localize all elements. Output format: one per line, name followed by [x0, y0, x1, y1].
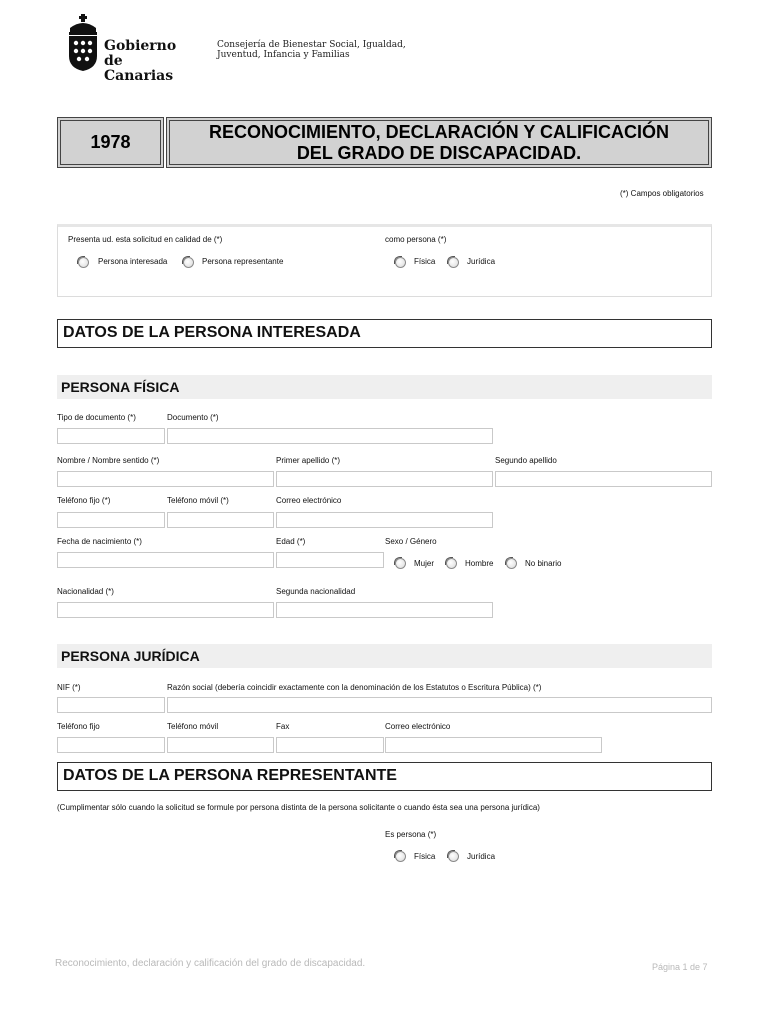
- representante-note: (Cumplimentar sólo cuando la solicitud se formule por persona distinta de la persona solicitante o cuando ésta sea una persona jurídica): [57, 803, 540, 812]
- input-juridica-telefono-movil[interactable]: [167, 737, 274, 753]
- input-telefono-movil[interactable]: [167, 512, 274, 528]
- radio-representante-juridica[interactable]: [448, 851, 459, 862]
- radio-como-fisica[interactable]: [395, 257, 406, 268]
- label-tipo-documento: Tipo de documento (*): [57, 413, 136, 422]
- radio-label-representante-fisica: Física: [414, 852, 436, 861]
- radio-persona-interesada[interactable]: [78, 257, 89, 268]
- coat-of-arms-icon: [66, 14, 100, 72]
- input-tipo-documento[interactable]: [57, 428, 165, 444]
- radio-persona-representante[interactable]: [183, 257, 194, 268]
- radio-como-juridica[interactable]: [448, 257, 459, 268]
- input-juridica-correo[interactable]: [385, 737, 602, 753]
- label-telefono-movil: Teléfono móvil (*): [167, 496, 229, 505]
- input-nombre[interactable]: [57, 471, 274, 487]
- radio-label-como-juridica: Jurídica: [467, 257, 496, 266]
- radio-label-hombre: Hombre: [465, 559, 494, 568]
- radio-mujer[interactable]: [395, 558, 406, 569]
- label-razon-social: Razón social (debería coincidir exactamente con la denominación de los Estatutos o Escritura Pública) (*): [167, 683, 542, 692]
- logo-line1: Gobierno: [104, 38, 177, 54]
- label-juridica-fax: Fax: [276, 722, 290, 731]
- input-razon-social[interactable]: [167, 697, 712, 713]
- label-sexo: Sexo / Género: [385, 537, 437, 546]
- input-juridica-fax[interactable]: [276, 737, 384, 753]
- calidad-label: Presenta ud. esta solicitud en calidad de (*): [68, 235, 223, 244]
- label-segunda-nacionalidad: Segunda nacionalidad: [276, 587, 356, 596]
- gobierno-canarias-logo: [66, 14, 196, 84]
- form-number: 1978: [57, 117, 164, 168]
- department-line2: Juventud, Infancia y Familias: [217, 50, 350, 60]
- input-telefono-fijo[interactable]: [57, 512, 165, 528]
- input-documento[interactable]: [167, 428, 493, 444]
- radio-hombre[interactable]: [446, 558, 457, 569]
- required-note: (*) Campos obligatorios: [620, 189, 704, 198]
- label-nombre: Nombre / Nombre sentido (*): [57, 456, 160, 465]
- logo-line2: de Canarias: [104, 53, 174, 84]
- form-title: [166, 117, 712, 168]
- label-fecha-nacimiento: Fecha de nacimiento (*): [57, 537, 142, 546]
- form-title-line2: DEL GRADO DE DISCAPACIDAD.: [296, 143, 582, 163]
- label-juridica-correo: Correo electrónico: [385, 722, 451, 731]
- department-line1: Consejería de Bienestar Social, Igualdad,: [217, 40, 406, 50]
- footer-page-number: Página 1 de 7: [652, 962, 708, 972]
- radio-label-persona-interesada: Persona interesada: [98, 257, 168, 266]
- footer-title: Reconocimiento, declaración y calificación del grado de discapacidad.: [55, 958, 366, 969]
- input-fecha-nacimiento[interactable]: [57, 552, 274, 568]
- label-segundo-apellido: Segundo apellido: [495, 456, 557, 465]
- radio-representante-fisica[interactable]: [395, 851, 406, 862]
- input-edad[interactable]: [276, 552, 384, 568]
- label-primer-apellido: Primer apellido (*): [276, 456, 341, 465]
- radio-no-binario[interactable]: [506, 558, 517, 569]
- radio-label-no-binario: No binario: [525, 559, 562, 568]
- radio-label-como-fisica: Física: [414, 257, 436, 266]
- radio-label-persona-representante: Persona representante: [202, 257, 284, 266]
- label-correo: Correo electrónico: [276, 496, 342, 505]
- section-persona-representante: DATOS DE LA PERSONA REPRESENTANTE: [57, 762, 712, 791]
- radio-label-mujer: Mujer: [414, 559, 435, 568]
- label-telefono-fijo: Teléfono fijo (*): [57, 496, 111, 505]
- input-nacionalidad[interactable]: [57, 602, 274, 618]
- label-nacionalidad: Nacionalidad (*): [57, 587, 114, 596]
- input-nif[interactable]: [57, 697, 165, 713]
- input-segundo-apellido[interactable]: [495, 471, 712, 487]
- input-segunda-nacionalidad[interactable]: [276, 602, 493, 618]
- label-documento: Documento (*): [167, 413, 219, 422]
- label-juridica-telefono-movil: Teléfono móvil: [167, 722, 219, 731]
- input-correo[interactable]: [276, 512, 493, 528]
- form-title-line1: RECONOCIMIENTO, DECLARACIÓN Y CALIFICACIÓN: [208, 122, 670, 142]
- label-juridica-telefono-fijo: Teléfono fijo: [57, 722, 100, 731]
- subsection-persona-juridica: PERSONA JURÍDICA: [57, 644, 712, 668]
- input-primer-apellido[interactable]: [276, 471, 493, 487]
- subsection-persona-fisica: PERSONA FÍSICA: [57, 375, 712, 399]
- como-persona-label: como persona (*): [385, 235, 447, 244]
- section-persona-interesada: DATOS DE LA PERSONA INTERESADA: [57, 319, 712, 348]
- radio-label-representante-juridica: Jurídica: [467, 852, 496, 861]
- label-es-persona: Es persona (*): [385, 830, 437, 839]
- label-nif: NIF (*): [57, 683, 81, 692]
- label-edad: Edad (*): [276, 537, 306, 546]
- input-juridica-telefono-fijo[interactable]: [57, 737, 165, 753]
